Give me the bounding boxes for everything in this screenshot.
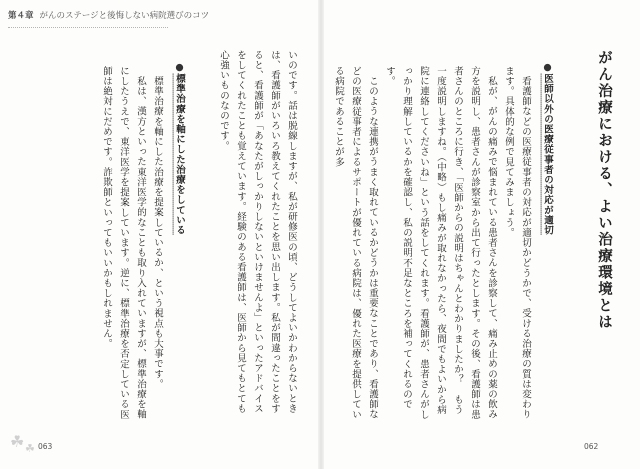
section-heading-left: [170, 62, 186, 362]
paragraph: このような連携がうまく取れているかどうかは重要なことであり、看護師などの医療従事者によるサポートが優れている病院は、優れた医療を提供している病院であることが多: [333, 66, 378, 420]
paragraph: 私は、漢方といった東洋医学的なことも取り入れていますが、標準治療を軸にしたうえで、東洋医学を提案しています。逆に、標準治療を否定している医師は絶対にだめです。詐欺師といってもいいかもしれません。: [101, 66, 146, 420]
paragraph: 標準治療を軸にした治療を提案しているか、という視点も大事です。: [152, 75, 163, 389]
running-head-rule: [8, 27, 168, 28]
clover-leaf-icon: ☘: [25, 442, 35, 455]
chapter-label: 第４章: [8, 11, 34, 21]
paragraph: いのです。話は脱線しますが、私が研修医の頃、どうしてよいかわからないときは、看護師がいろいろ教えてくれたことを思い出します。私が間違ったことをすると、看護師が「あなたがしっかりしないといけませんよ」といったアドバイスをしてくれたことも覚えています。経験のある看護師は、医師から見てもとても心強いものなのです。: [218, 50, 297, 414]
running-head: [8, 8, 209, 22]
clover-leaf-icon: ☘: [10, 432, 25, 451]
page-title: がん治療における、よい治療環境とは: [596, 50, 612, 331]
chapter-title: がんのステージと後悔しない病院選びのコツ: [39, 11, 210, 21]
left-continuation: [198, 50, 300, 422]
page-number-left: 063: [38, 442, 53, 451]
right-body: [333, 66, 534, 422]
paragraph: 看護師などの医療従事者の対応が適切かどうかで、受ける治療の質は変わります。具体的な例で見てみましょう。: [503, 66, 531, 419]
section-heading-text: 医師以外の医療従事者の対応が適切: [542, 73, 553, 236]
section-heading-right: [538, 62, 554, 362]
paragraph: 私が、がんの痛みで悩まれている患者さんを診察して、痛み止めの薬の飲み方を説明し、患者さんが診察室から出て行ったとします。その後、看護師は患者さんのところに行き、「医師からの説明はちゃんとわかりましたか？ もう一度説明しますね。（中略）もし痛みが取れなかったら、夜間でもよいから病院に連絡してくださいね」という話をしてくれます。看護師が、患者さんがしっかり理解しているかを確認し、私の説明不足なところを補ってくれるのです。: [384, 66, 497, 420]
page-number-right: 062: [584, 442, 599, 451]
left-body: [84, 66, 166, 422]
section-bullet-icon: ●: [174, 62, 185, 74]
section-heading-text: 標準治療を軸にした治療をしている: [174, 73, 185, 236]
section-bullet-icon: ●: [542, 62, 553, 74]
page-gutter: [318, 0, 324, 469]
